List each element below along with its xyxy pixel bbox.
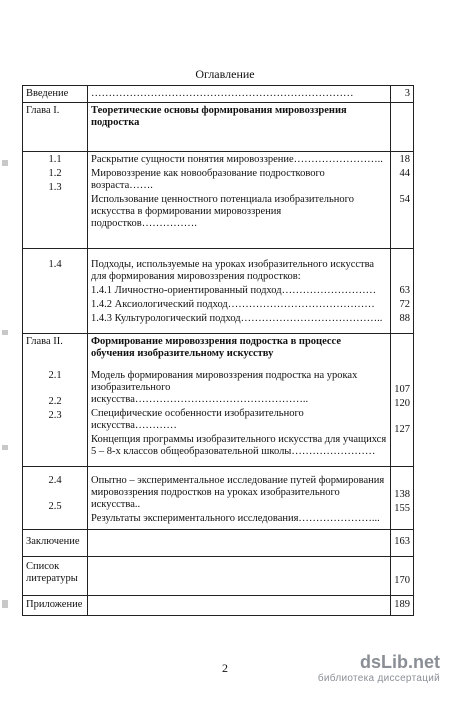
toc-dots: ………………………………………………………………… (88, 86, 391, 103)
page-ref: 107 (394, 384, 410, 395)
section-title: Специфические особенности изобразительного искусства………… (91, 408, 304, 431)
toc-content (88, 334, 391, 467)
toc-page: 189 (391, 596, 414, 616)
toc-row-1-1-to-1-3 (23, 152, 414, 249)
section-title: Использование ценностного потенциала изобразительного искусства в формировании мировоззрения подростков……………. (91, 194, 354, 229)
section-title: Модель формирования мировоззрения подростка на уроках изобразительного искусства………………………………………….. (91, 370, 358, 405)
toc-row-literature (23, 557, 414, 596)
toc-content (88, 103, 391, 152)
toc-nums (23, 152, 88, 249)
watermark-logo: dsLib.net (360, 652, 440, 672)
toc-content (88, 557, 391, 596)
toc-pages (391, 249, 414, 334)
toc-row-chapter-2 (23, 334, 414, 467)
toc-page: 3 (391, 86, 414, 103)
toc-row-conclusion (23, 530, 414, 557)
section-number: 1.2 (48, 168, 62, 179)
scan-edge-mark (2, 160, 8, 166)
scan-edge-mark (2, 445, 8, 450)
subsection-title: 1.4.2 Аксиологический подход…………………………………… (91, 299, 375, 310)
chapter-title: Формирование мировоззрения подростка в процессе обучения изобразительному искусству (91, 336, 342, 359)
toc-row-chapter-1 (23, 103, 414, 152)
toc-page: 163 (391, 530, 414, 557)
page-ref: 155 (394, 503, 410, 514)
page-ref: 120 (394, 398, 410, 409)
toc-nums (23, 249, 88, 334)
toc-page (391, 103, 414, 152)
toc-pages (391, 467, 414, 530)
chapter-label: Глава I. (26, 105, 60, 116)
toc-row-2-4-2-5 (23, 467, 414, 530)
section-number: 2.4 (48, 475, 62, 486)
toc-content (88, 530, 391, 557)
toc-nums (23, 467, 88, 530)
section-title: Опытно – экспериментальное исследование путей формирования мировоззрения подростков на уроках изобразительного искусства.. (91, 475, 385, 510)
page-ref: 63 (399, 285, 410, 296)
toc-page: 170 (391, 557, 414, 596)
watermark (318, 652, 440, 684)
toc-row-appendix (23, 596, 414, 616)
section-number: 1.3 (48, 182, 62, 193)
section-number: 2.5 (48, 501, 62, 512)
page-ref: 54 (399, 194, 410, 205)
section-title: Подходы, используемые на уроках изобразительного искусства для формирования мировоззрения подростков: (91, 259, 375, 282)
watermark-subtitle: библиотека диссертаций (317, 673, 440, 684)
toc-label: Заключение (23, 530, 88, 557)
chapter-label: Глава II. (26, 336, 63, 347)
section-number: 2.2 (48, 396, 62, 407)
page-ref: 138 (394, 489, 410, 500)
toc-content (88, 249, 391, 334)
chapter-title: Теоретические основы формирования мировоззрения подростка (91, 105, 347, 128)
scan-edge-mark (2, 600, 8, 608)
toc-row-1-4 (23, 249, 414, 334)
toc-pages (391, 334, 414, 467)
toc-pages (391, 152, 414, 249)
section-number: 2.1 (48, 370, 62, 381)
page-ref: 127 (394, 424, 410, 435)
page-number: 2 (222, 661, 228, 675)
toc-label: Список литературы (23, 557, 88, 596)
toc-content (88, 152, 391, 249)
scan-edge-mark (2, 330, 8, 335)
section-number: 2.3 (48, 410, 62, 421)
toc-nums (23, 334, 88, 467)
toc-content (88, 467, 391, 530)
page-ref: 72 (399, 299, 410, 310)
page-ref: 88 (399, 313, 410, 324)
toc-label (23, 103, 88, 152)
section-title: Раскрытие сущности понятия мировоззрение…………………….. (91, 154, 383, 165)
section-number: 1.4 (48, 259, 62, 270)
toc-table (22, 85, 414, 616)
section-title: Мировоззрение как новообразование подросткового возраста……. (91, 168, 325, 191)
toc-row-intro (23, 86, 414, 103)
toc-label: Введение (23, 86, 88, 103)
section-title: Результаты экспериментального исследования…………………... (91, 513, 380, 524)
page-ref: 44 (399, 168, 410, 179)
subsection-title: 1.4.3 Культурологический подход………………………………….. (91, 313, 383, 324)
toc-label: Приложение (23, 596, 88, 616)
page-title: Оглавление (195, 67, 255, 81)
page-ref: 18 (399, 154, 410, 165)
toc-content (88, 596, 391, 616)
subsection-title: 1.4.1 Личностно-ориентированный подход……………………… (91, 285, 377, 296)
section-number: 1.1 (48, 154, 62, 165)
section-title: Концепция программы изобразительного искусства для учащихся 5 – 8-х классов общеобразовательной школы…………………… (91, 434, 387, 457)
